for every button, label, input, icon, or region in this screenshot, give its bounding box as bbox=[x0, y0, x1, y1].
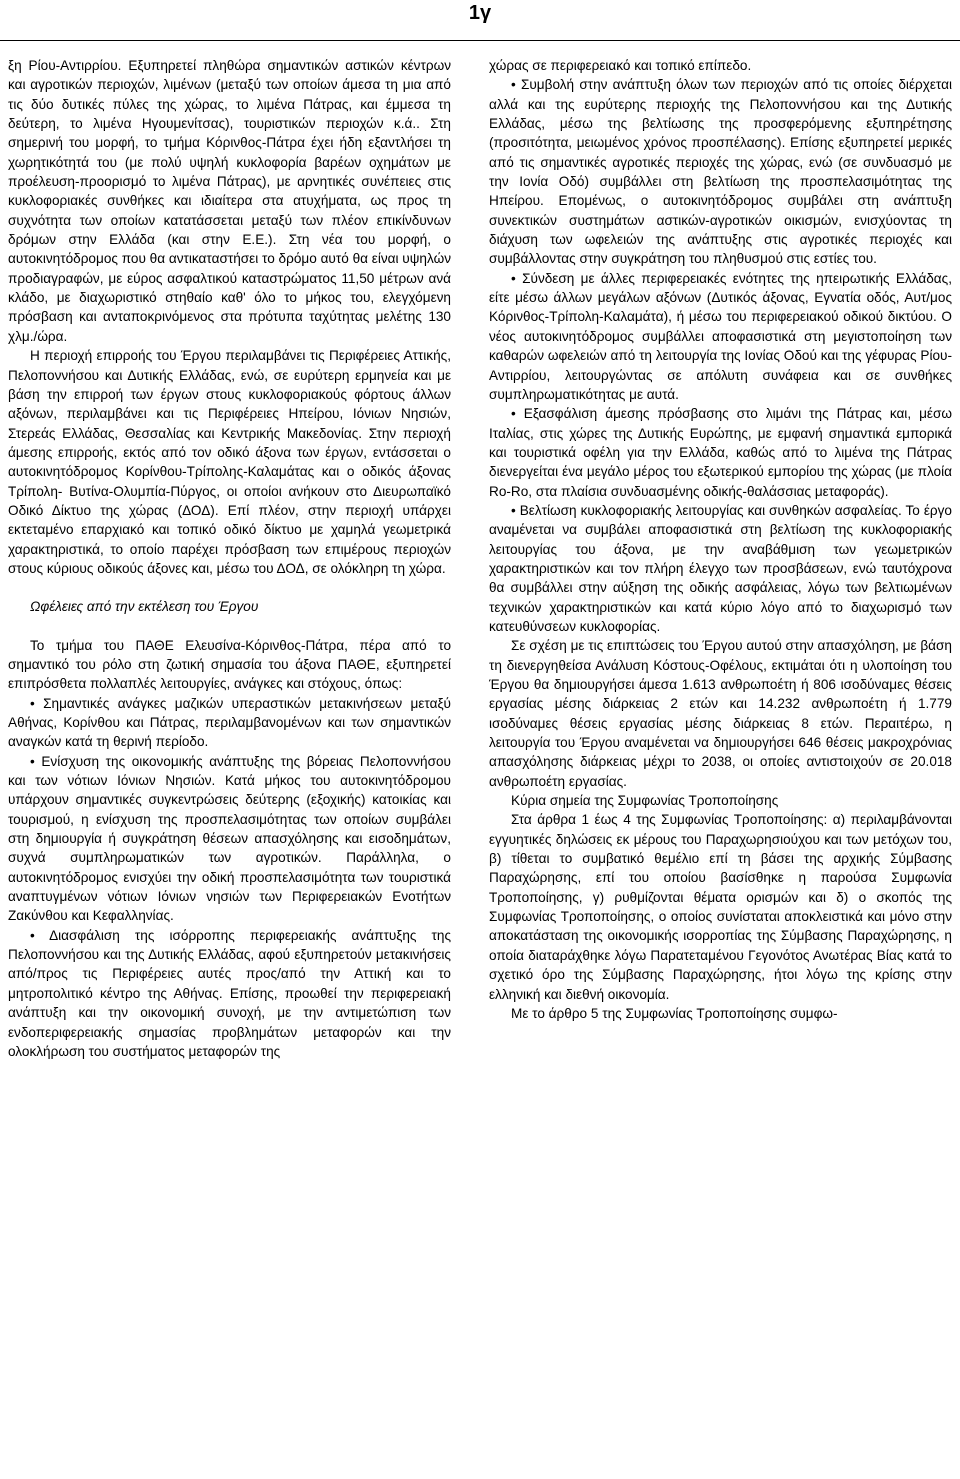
paragraph: Με το άρθρο 5 της Συμφωνίας Τροποποίησης συμφω- bbox=[511, 1005, 838, 1021]
bullet-paragraph: • Βελτίωση κυκλοφοριακής λειτουργίας και συνθηκών ασφαλείας. Το έργο αναμένεται να συμβάλει αποφασιστικά στη βελτίωση της κυκλοφοριακής λειτουργίας του άξονα, με την αναβάθμιση των γεωμετρικών χαρακτηριστικών και τον πλήρη έλεγχο των προσβάσεων, ενώ ταυτόχρονα θα συμβάλλει στην αύξηση της οδικής ασφάλειας, λόγω των βελτιωμένων τεχνικών χαρακτηριστικών και κατά κύριο λόγο από το διαχωρισμό των κατευθύνσεων κυκλοφορίας. bbox=[489, 502, 952, 634]
paragraph: Το τμήμα του ΠΑΘΕ Ελευσίνα-Κόρινθος-Πάτρα, πέρα από το σημαντικό του ρόλο στη ζωτική σημασία του άξονα ΠΑΘΕ, εξυπηρετεί επιπρόσθετα πολλαπλές λειτουργίες, ανάγκες και στόχους, όπως: bbox=[8, 637, 451, 692]
paragraph: Σε σχέση με τις επιπτώσεις του Έργου αυτού στην απασχόληση, με βάση τη διενεργηθείσα Ανάλυση Κόστους-Οφέλους, εκτιμάται ότι η υλοποίηση του Έργου θα δημιουργήσει άμεσα 1.613 ανθρωποέτη ή 806 ισοδύναμες θέσεις εργασίας μέσης διάρκειας 2 ετών και 14.232 ανθρωποέτη ή 1.779 ισοδύναμες θέσεις εργασίας μέσης διάρκειας 8 ετών. Περαιτέρω, η λειτουργία του Έργου αναμένεται να δημιουργήσει 646 θέσεις μακροχρόνιας απασχόλησης διάρκειας μέχρι το 2038, οι οποίες αντιστοιχούν σε 20.018 ανθρωποέτη εργασίας. bbox=[489, 638, 952, 789]
left-column bbox=[8, 56, 451, 1061]
bullet-paragraph: • Εξασφάλιση άμεσης πρόσβασης στο λιμάνι της Πάτρας και, μέσω Ιταλίας, στις χώρες της Δυτικής Ευρώπης, με εμφανή σημαντικά εμπορικά και τουριστικά οφέλη για την Ελλάδα, καθώς από το λιμένα της Πάτρας διενεργείται ένα μεγάλο μέρος του εξωτερικού εμπορίου της χώρας (με πλοία Ro-Ro, στα πλαίσια συνδυασμένης οδικής-θαλάσσιας μεταφοράς). bbox=[489, 406, 952, 499]
paragraph: Στα άρθρα 1 έως 4 της Συμφωνίας Τροποποίησης: α) περιλαμβάνονται εγγυητικές δηλώσεις εκ μέρους του Παραχωρησιούχου και των μετόχων του, β) τίθεται το συμβατικό θεμέλιο επί τη βάσει της αρχικής Σύμβασης Παραχώρησης, επί του οποίου βασίσθηκε η παρούσα Συμφωνία Τροποποίησης, γ) ρυθμίζονται θέματα ορισμών και δ) ο σκοπός της Συμφωνίας Τροποποίησης, ο οποίος συνίσταται αποκλειστικά και μόνο στην αποκατάσταση της οικονομικής ισορροπίας της Σύμβασης Παραχώρησης, η οποία διαταράχθηκε λόγω Παρατεταμένου Γεγονότος Ανωτέρας Βίας κατά το σχετικό όρο της Σύμβασης Παραχώρησης, ήτοι λόγω της κρίσης στην ελληνική και διεθνή οικονομία. bbox=[489, 812, 952, 1002]
bullet-paragraph: • Σημαντικές ανάγκες μαζικών υπεραστικών μετακινήσεων μεταξύ Αθήνας, Κορίνθου και Πάτρας, περιλαμβανομένων και των σημαντικών αναγκών κατά τη θερινή περίοδο. bbox=[8, 695, 451, 750]
paragraph: ξη Ρίου-Αντιρρίου. Εξυπηρετεί πληθώρα σημαντικών αστικών κέντρων και αγροτικών περιοχών, λιμένων (μεταξύ των οποίων άμεσα τη μια από τις δύο δυτικές πύλες της χώρας, το λιμένα Πάτρας, και έμμεσα τη δεύτερη, το λιμένα Ηγουμενίτσας), τουριστικών περιοχών κ.ά.. Στη σημερινή του μορφή, το τμήμα Κόρινθος-Πάτρα έχει ήδη εξαντλήσει τη χωρητικότητά του (με πολύ υψηλή κυκλοφορία βαρέων οχημάτων με προέλευση-προορισμό το λιμένα Πάτρας), με αρνητικές συνέπειες στις κυκλοφοριακές συνθήκες και ιδιαίτερα στα ατυχήματα, ως προς τη συχνότητα των οποίων κατατάσσεται μεταξύ των πλέον επικίνδυνων δρόμων στην Ελλάδα (και στην Ε.Ε.). Στη νέα του μορφή, ο αυτοκινητόδρομος που θα αντικαταστήσει το δρόμο αυτό θα είναι υψηλών προδιαγραφών, με εύρος ασφαλτικού καταστρώματος 11,50 μέτρων ανά κλάδο, με διαχωριστικό στηθαίο καθ' όλο το μήκος του, ελεγχόμενη πρόσβαση και ανταποκρινόμενος στα πρότυπα ταχύτητας μελέτης 130 χλμ./ώρα. bbox=[8, 58, 451, 344]
paragraph: χώρας σε περιφερειακό και τοπικό επίπεδο. bbox=[489, 58, 752, 73]
subheading: Κύρια σημεία της Συμφωνίας Τροποποίησης bbox=[511, 793, 779, 809]
bullet-paragraph: • Σύνδεση με άλλες περιφερειακές ενότητες της ηπειρωτικής Ελλάδας, είτε μέσω άλλων μεγάλων αξόνων (Δυτικός άξονας, Εγνατία οδός, Αυτ/μος Κόρινθος-Τρίπολη-Καλαμάτα), ή μέσω του περιφερειακού οδικού δικτύου. Ο νέος αυτοκινητόδρομος συμβάλλει αποφασιστικά στη μεγιστοποίηση των καθαρών ωφελειών από τη λειτουργία της Ιονίας Οδού και της γέφυρας Ρίου-Αντιρρίου, λειτουργώντας σε απόλυτη συνάφεια και σε συνθήκες συμπληρωματικότητας με αυτά. bbox=[489, 270, 952, 402]
bullet-paragraph: • Διασφάλιση της ισόρροπης περιφερειακής ανάπτυξης της Πελοποννήσου και της Δυτικής Ελλάδας, αφού εξυπηρετούν μετακινήσεις από/προς τις Περιφέρειες αυτές προς/από την Αττική και το μητροπολιτικό κέντρο της Αθήνας. Επίσης, προωθεί την περιφερειακή ανάπτυξη και την οικονομική συνοχή, με την αντιμετώπιση των ενδοπεριφερειακής σημασίας προβλημάτων μεταφορών και την ολοκλήρωση του συστήματος μεταφορών της bbox=[8, 927, 451, 1059]
right-column bbox=[489, 56, 952, 1023]
section-heading: Ωφέλειες από την εκτέλεση του Έργου bbox=[30, 599, 259, 615]
bullet-paragraph: • Ενίσχυση της οικονομικής ανάπτυξης της βόρειας Πελοποννήσου και των νότιων Ιόνιων Νησιών. Κατά μήκος του αυτοκινητόδρομου υπάρχουν σημαντικές συγκεντρώσεις δεύτερης (εξοχικής) κατοικίας και τουρισμού, η ενίσχυση της προσπελασιμότητας των οποίων συμβάλει στη δημιουργία ή συγκράτηση θέσεων απασχόλησης και εισοδημάτων, συχνά συμπληρωματικών των αγροτικών. Παράλληλα, ο αυτοκινητόδρομος ενισχύει την οδική προσπελασιμότητα των τουριστικά αναπτυγμένων νότιων Ιόνιων νησιών των Περιφερειακών Ενοτήτων Ζακύνθου και Κεφαλληνίας. bbox=[8, 753, 451, 924]
page-number: 1γ bbox=[468, 2, 492, 24]
paragraph: Η περιοχή επιρροής του Έργου περιλαμβάνει τις Περιφέρειες Αττικής, Πελοποννήσου και Δυτικής Ελλάδας, ενώ, σε ευρύτερη ερμηνεία και με βάση την επιρροή των έργων στους κυκλοφοριακούς φόρτους άλλων αξόνων, περιλαμβάνει και τις Περιφέρειες Ηπείρου, Ιόνιων Νησιών, Στερεάς Ελλάδας, Θεσσαλίας και Κεντρικής Μακεδονίας. Στην περιοχή άμεσης επιρροής, εκτός από τον οδικό άξονα των έργων, εντάσσεται ο αυτοκινητόδρομος Κορίνθου-Τρίπολης-Καλαμάτας και ο οδικός άξονας Τρίπολη- Βυτίνα-Ολυμπία-Πύργος, οι οποίοι ανήκουν στο Διευρωπαϊκό Οδικό Δίκτυο της χώρας (ΔΟΔ). Επί πλέον, στην περιοχή υπάρχει εκτεταμένο επαρχιακό και τοπικό οδικό δίκτυο με χαμηλά γεωμετρικά χαρακτηριστικά, το οποίο παρέχει πρόσβαση των επιμέρους περιοχών στους κύριους οδικούς άξονες και, μέσω του ΔΟΔ, σε ολόκληρη τη χώρα. bbox=[8, 348, 451, 576]
header-rule bbox=[0, 40, 960, 41]
bullet-paragraph: • Συμβολή στην ανάπτυξη όλων των περιοχών από τις οποίες διέρχεται αλλά και της ευρύτερης περιοχής της Πελοποννήσου και της Δυτικής Ελλάδας, μέσω της βελτίωσης της προσφερόμενης εξυπηρέτησης (προσιτότητα, μειωμένος χρόνος προσπέλασης). Επίσης εξυπηρετεί μερικές από τις σημαντικές αγροτικές περιοχές της χώρας, ενώ (σε συνδυασμό με την Ιονία Οδό) συμβάλλει στη βελτίωση της προσπελασιμότητας της Ηπείρου. Επομένως, ο αυτοκινητόδρομος συμβάλει στη ανάπτυξη συνεκτικών συστημάτων αστικών-αγροτικών οικισμών, ενισχύοντας τη διάχυση των ωφελειών της ανάπτυξης στις αγροτικές περιοχές και συμβάλλοντας στην συγκράτηση του πληθυσμού στις εστίες του. bbox=[489, 77, 952, 267]
